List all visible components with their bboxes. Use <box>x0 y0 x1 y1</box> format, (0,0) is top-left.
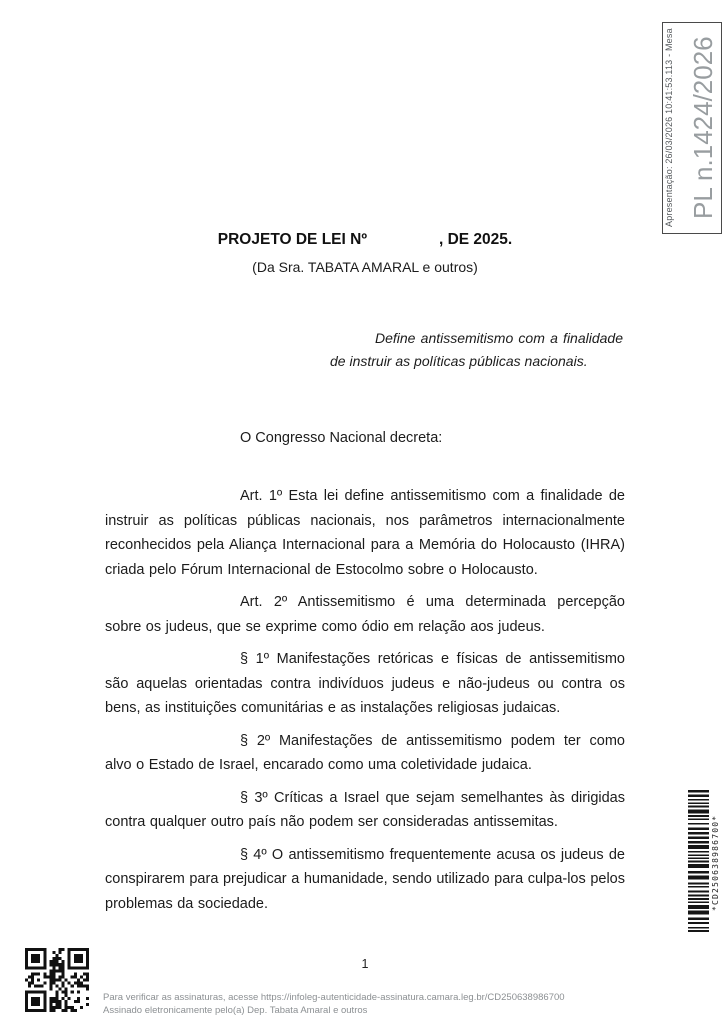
paragraph-par-3: § 3º Críticas a Israel que sejam semelhantes às dirigidas contra qualquer outro país não podem ser consideradas antissemitas. <box>105 789 625 830</box>
paragraph-art-2: Art. 2º Antissemitismo é uma determinada percepção sobre os judeus, que se exprime como ódio em relação aos judeus. <box>105 594 625 635</box>
signature-footer <box>103 991 583 1017</box>
paragraph-par-2: § 2º Manifestações de antissemitismo podem ter como alvo o Estado de Israel, encarado como uma coletividade judaica. <box>105 732 625 773</box>
paragraph-par-4: § 4º O antissemitismo frequentemente acusa os judeus de conspirarem para prejudicar a humanidade, sendo utilizado para culpa-los pelos problemas da sociedade. <box>105 846 625 912</box>
verification-barcode <box>688 788 722 938</box>
verification-url-line: Para verificar as assinaturas, acesse https://infoleg-autenticidade-assinatura.camara.leg.br/CD250638986700 <box>103 992 565 1003</box>
presentation-timestamp: Apresentação: 26/03/2026 10:41:53.113 - Mesa <box>664 28 674 228</box>
epigraph: Define antissemitismo com a finalidade de instruir as políticas públicas nacionais. <box>330 330 623 369</box>
title-suffix: , DE 2025. <box>438 231 513 248</box>
document-title <box>105 231 625 249</box>
enacting-clause: O Congresso Nacional decreta: <box>240 430 443 446</box>
barcode-bars-icon <box>688 790 710 936</box>
presentation-stamp <box>662 22 722 234</box>
signed-by-line: Assinado eletronicamente pelo(a) Dep. Tabata Amaral e outros <box>103 1005 368 1016</box>
bill-body <box>105 484 625 924</box>
paragraph-art-1: Art. 1º Esta lei define antissemitismo com a finalidade de instruir as políticas públicas nacionais, nos parâmetros internacionalmente reconhecidos pela Aliança Internacional para a Memória do Holocausto (IHRA) criada pelo Fórum Internacional de Estocolmo sobre o Holocausto. <box>105 488 625 578</box>
qr-code-icon <box>25 948 89 1012</box>
author-line: (Da Sra. TABATA AMARAL e outros) <box>252 259 478 275</box>
bill-number-vertical: PL n.1424/2026 <box>688 36 718 220</box>
page-number: 1 <box>361 957 369 971</box>
barcode-value: *CD250638986700* <box>711 814 720 912</box>
title-prefix: PROJETO DE LEI Nº <box>217 231 367 248</box>
paragraph-par-1: § 1º Manifestações retóricas e físicas de antissemitismo são aquelas orientadas contra indivíduos judeus e não-judeus ou contra os bens, as instituições comunitárias e as instalações religiosas judaicas. <box>105 651 625 716</box>
